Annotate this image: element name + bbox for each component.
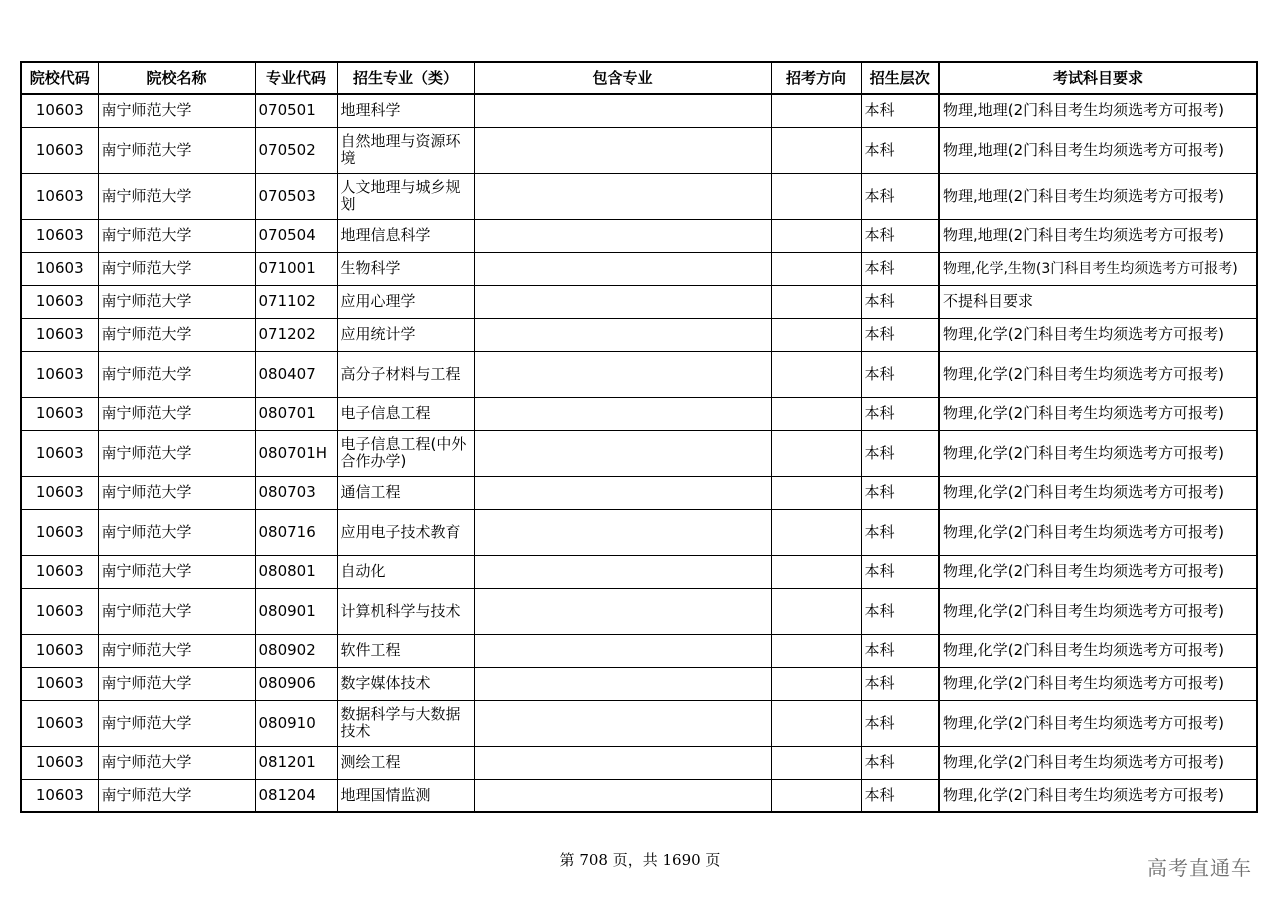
cell-included-majors xyxy=(474,219,771,252)
cell-requirement: 物理,化学(2门科目考生均须选考方可报考) xyxy=(939,397,1257,430)
cell-included-majors xyxy=(474,476,771,509)
cell-included-majors xyxy=(474,779,771,812)
cell-major: 软件工程 xyxy=(337,634,474,667)
cell-school-code: 10603 xyxy=(21,746,98,779)
cell-major-code: 080701H xyxy=(255,430,337,476)
cell-school-code: 10603 xyxy=(21,667,98,700)
cell-level: 本科 xyxy=(861,779,939,812)
cell-school-code: 10603 xyxy=(21,219,98,252)
cell-school-name: 南宁师范大学 xyxy=(98,318,255,351)
header-major: 招生专业（类） xyxy=(337,62,474,94)
header-school-name: 院校名称 xyxy=(98,62,255,94)
cell-included-majors xyxy=(474,634,771,667)
cell-school-code: 10603 xyxy=(21,94,98,127)
cell-school-name: 南宁师范大学 xyxy=(98,127,255,173)
cell-major-code: 070503 xyxy=(255,173,337,219)
cell-requirement: 物理,化学(2门科目考生均须选考方可报考) xyxy=(939,667,1257,700)
cell-requirement: 物理,地理(2门科目考生均须选考方可报考) xyxy=(939,127,1257,173)
cell-direction xyxy=(771,351,861,397)
cell-school-code: 10603 xyxy=(21,173,98,219)
cell-school-name: 南宁师范大学 xyxy=(98,667,255,700)
cell-level: 本科 xyxy=(861,746,939,779)
cell-major-code: 080716 xyxy=(255,509,337,555)
cell-requirement: 物理,化学(2门科目考生均须选考方可报考) xyxy=(939,555,1257,588)
cell-school-name: 南宁师范大学 xyxy=(98,351,255,397)
header-included-majors: 包含专业 xyxy=(474,62,771,94)
cell-direction xyxy=(771,667,861,700)
cell-school-name: 南宁师范大学 xyxy=(98,476,255,509)
cell-major: 电子信息工程 xyxy=(337,397,474,430)
cell-major-code: 070501 xyxy=(255,94,337,127)
cell-major-code: 080902 xyxy=(255,634,337,667)
cell-major: 地理信息科学 xyxy=(337,219,474,252)
table-row xyxy=(21,285,1257,318)
header-requirement: 考试科目要求 xyxy=(939,62,1257,94)
cell-included-majors xyxy=(474,667,771,700)
admissions-table xyxy=(20,61,1258,813)
cell-major-code: 071102 xyxy=(255,285,337,318)
cell-major: 生物科学 xyxy=(337,252,474,285)
table-row xyxy=(21,667,1257,700)
cell-direction xyxy=(771,285,861,318)
cell-direction xyxy=(771,476,861,509)
cell-requirement: 物理,化学(2门科目考生均须选考方可报考) xyxy=(939,634,1257,667)
cell-direction xyxy=(771,588,861,634)
cell-included-majors xyxy=(474,127,771,173)
cell-level: 本科 xyxy=(861,509,939,555)
cell-major-code: 080701 xyxy=(255,397,337,430)
table-row xyxy=(21,351,1257,397)
table-row xyxy=(21,746,1257,779)
cell-major: 通信工程 xyxy=(337,476,474,509)
cell-requirement: 物理,化学(2门科目考生均须选考方可报考) xyxy=(939,351,1257,397)
cell-level: 本科 xyxy=(861,173,939,219)
cell-level: 本科 xyxy=(861,285,939,318)
cell-school-name: 南宁师范大学 xyxy=(98,430,255,476)
header-direction: 招考方向 xyxy=(771,62,861,94)
cell-major: 计算机科学与技术 xyxy=(337,588,474,634)
cell-included-majors xyxy=(474,588,771,634)
cell-included-majors xyxy=(474,397,771,430)
cell-major-code: 070502 xyxy=(255,127,337,173)
table-row xyxy=(21,700,1257,746)
cell-major-code: 081201 xyxy=(255,746,337,779)
cell-included-majors xyxy=(474,94,771,127)
cell-major: 高分子材料与工程 xyxy=(337,351,474,397)
cell-requirement: 物理,化学(2门科目考生均须选考方可报考) xyxy=(939,476,1257,509)
cell-included-majors xyxy=(474,746,771,779)
cell-level: 本科 xyxy=(861,219,939,252)
cell-requirement: 物理,化学(2门科目考生均须选考方可报考) xyxy=(939,318,1257,351)
cell-school-name: 南宁师范大学 xyxy=(98,509,255,555)
table-row xyxy=(21,588,1257,634)
table-row xyxy=(21,779,1257,812)
cell-major-code: 080801 xyxy=(255,555,337,588)
cell-level: 本科 xyxy=(861,252,939,285)
cell-major-code: 071001 xyxy=(255,252,337,285)
page-number: 第 708 页，共 1690 页 xyxy=(559,851,721,869)
cell-major: 人文地理与城乡规划 xyxy=(337,173,474,219)
cell-major: 地理国情监测 xyxy=(337,779,474,812)
cell-included-majors xyxy=(474,318,771,351)
cell-included-majors xyxy=(474,509,771,555)
cell-major: 测绘工程 xyxy=(337,746,474,779)
cell-major: 电子信息工程(中外合作办学) xyxy=(337,430,474,476)
cell-included-majors xyxy=(474,351,771,397)
cell-included-majors xyxy=(474,252,771,285)
cell-school-name: 南宁师范大学 xyxy=(98,397,255,430)
table-row xyxy=(21,509,1257,555)
cell-requirement: 不提科目要求 xyxy=(939,285,1257,318)
cell-level: 本科 xyxy=(861,127,939,173)
cell-school-code: 10603 xyxy=(21,252,98,285)
cell-school-code: 10603 xyxy=(21,634,98,667)
table-row xyxy=(21,318,1257,351)
table-row xyxy=(21,634,1257,667)
header-major-code: 专业代码 xyxy=(255,62,337,94)
table-header-row xyxy=(21,62,1257,94)
cell-level: 本科 xyxy=(861,318,939,351)
cell-included-majors xyxy=(474,173,771,219)
cell-major-code: 080906 xyxy=(255,667,337,700)
cell-direction xyxy=(771,397,861,430)
cell-requirement: 物理,化学(2门科目考生均须选考方可报考) xyxy=(939,430,1257,476)
cell-requirement: 物理,化学(2门科目考生均须选考方可报考) xyxy=(939,779,1257,812)
cell-direction xyxy=(771,252,861,285)
cell-level: 本科 xyxy=(861,397,939,430)
cell-school-name: 南宁师范大学 xyxy=(98,219,255,252)
cell-direction xyxy=(771,634,861,667)
cell-requirement: 物理,地理(2门科目考生均须选考方可报考) xyxy=(939,219,1257,252)
cell-school-name: 南宁师范大学 xyxy=(98,173,255,219)
table-row xyxy=(21,94,1257,127)
cell-direction xyxy=(771,779,861,812)
table-row xyxy=(21,252,1257,285)
cell-major-code: 080910 xyxy=(255,700,337,746)
table-row xyxy=(21,219,1257,252)
cell-level: 本科 xyxy=(861,588,939,634)
cell-school-code: 10603 xyxy=(21,318,98,351)
cell-level: 本科 xyxy=(861,634,939,667)
cell-school-name: 南宁师范大学 xyxy=(98,746,255,779)
cell-major: 数据科学与大数据技术 xyxy=(337,700,474,746)
cell-school-name: 南宁师范大学 xyxy=(98,555,255,588)
cell-school-code: 10603 xyxy=(21,779,98,812)
cell-school-name: 南宁师范大学 xyxy=(98,252,255,285)
cell-school-name: 南宁师范大学 xyxy=(98,634,255,667)
cell-requirement: 物理,化学(2门科目考生均须选考方可报考) xyxy=(939,588,1257,634)
cell-major: 应用统计学 xyxy=(337,318,474,351)
cell-school-code: 10603 xyxy=(21,588,98,634)
table-row xyxy=(21,397,1257,430)
cell-school-code: 10603 xyxy=(21,555,98,588)
cell-major: 地理科学 xyxy=(337,94,474,127)
cell-included-majors xyxy=(474,700,771,746)
header-level: 招生层次 xyxy=(861,62,939,94)
cell-direction xyxy=(771,509,861,555)
cell-major-code: 070504 xyxy=(255,219,337,252)
cell-school-name: 南宁师范大学 xyxy=(98,285,255,318)
cell-major-code: 080901 xyxy=(255,588,337,634)
cell-major: 应用心理学 xyxy=(337,285,474,318)
cell-direction xyxy=(771,173,861,219)
cell-requirement: 物理,化学,生物(3门科目考生均须选考方可报考) xyxy=(939,252,1257,285)
table-row xyxy=(21,173,1257,219)
cell-included-majors xyxy=(474,285,771,318)
table-row xyxy=(21,127,1257,173)
header-school-code: 院校代码 xyxy=(21,62,98,94)
cell-school-code: 10603 xyxy=(21,430,98,476)
cell-school-code: 10603 xyxy=(21,397,98,430)
cell-major-code: 081204 xyxy=(255,779,337,812)
cell-requirement: 物理,化学(2门科目考生均须选考方可报考) xyxy=(939,509,1257,555)
cell-level: 本科 xyxy=(861,351,939,397)
cell-level: 本科 xyxy=(861,476,939,509)
cell-school-code: 10603 xyxy=(21,700,98,746)
cell-requirement: 物理,化学(2门科目考生均须选考方可报考) xyxy=(939,746,1257,779)
cell-school-name: 南宁师范大学 xyxy=(98,588,255,634)
cell-school-name: 南宁师范大学 xyxy=(98,779,255,812)
cell-direction xyxy=(771,746,861,779)
table-row xyxy=(21,476,1257,509)
cell-school-code: 10603 xyxy=(21,476,98,509)
cell-requirement: 物理,化学(2门科目考生均须选考方可报考) xyxy=(939,700,1257,746)
cell-included-majors xyxy=(474,555,771,588)
table-row xyxy=(21,555,1257,588)
cell-school-name: 南宁师范大学 xyxy=(98,94,255,127)
cell-level: 本科 xyxy=(861,700,939,746)
cell-major-code: 080703 xyxy=(255,476,337,509)
watermark-logo: 高考直通车 xyxy=(1147,856,1252,880)
cell-level: 本科 xyxy=(861,667,939,700)
cell-major-code: 071202 xyxy=(255,318,337,351)
cell-level: 本科 xyxy=(861,555,939,588)
cell-major-code: 080407 xyxy=(255,351,337,397)
cell-school-code: 10603 xyxy=(21,127,98,173)
cell-direction xyxy=(771,127,861,173)
cell-direction xyxy=(771,555,861,588)
cell-school-code: 10603 xyxy=(21,351,98,397)
cell-included-majors xyxy=(474,430,771,476)
cell-school-code: 10603 xyxy=(21,285,98,318)
table-row xyxy=(21,430,1257,476)
cell-direction xyxy=(771,94,861,127)
cell-major: 自动化 xyxy=(337,555,474,588)
cell-major: 数字媒体技术 xyxy=(337,667,474,700)
cell-level: 本科 xyxy=(861,94,939,127)
cell-major: 自然地理与资源环境 xyxy=(337,127,474,173)
cell-school-name: 南宁师范大学 xyxy=(98,700,255,746)
cell-major: 应用电子技术教育 xyxy=(337,509,474,555)
cell-requirement: 物理,地理(2门科目考生均须选考方可报考) xyxy=(939,94,1257,127)
cell-requirement: 物理,地理(2门科目考生均须选考方可报考) xyxy=(939,173,1257,219)
cell-school-code: 10603 xyxy=(21,509,98,555)
cell-direction xyxy=(771,430,861,476)
cell-direction xyxy=(771,318,861,351)
cell-direction xyxy=(771,700,861,746)
cell-level: 本科 xyxy=(861,430,939,476)
cell-direction xyxy=(771,219,861,252)
